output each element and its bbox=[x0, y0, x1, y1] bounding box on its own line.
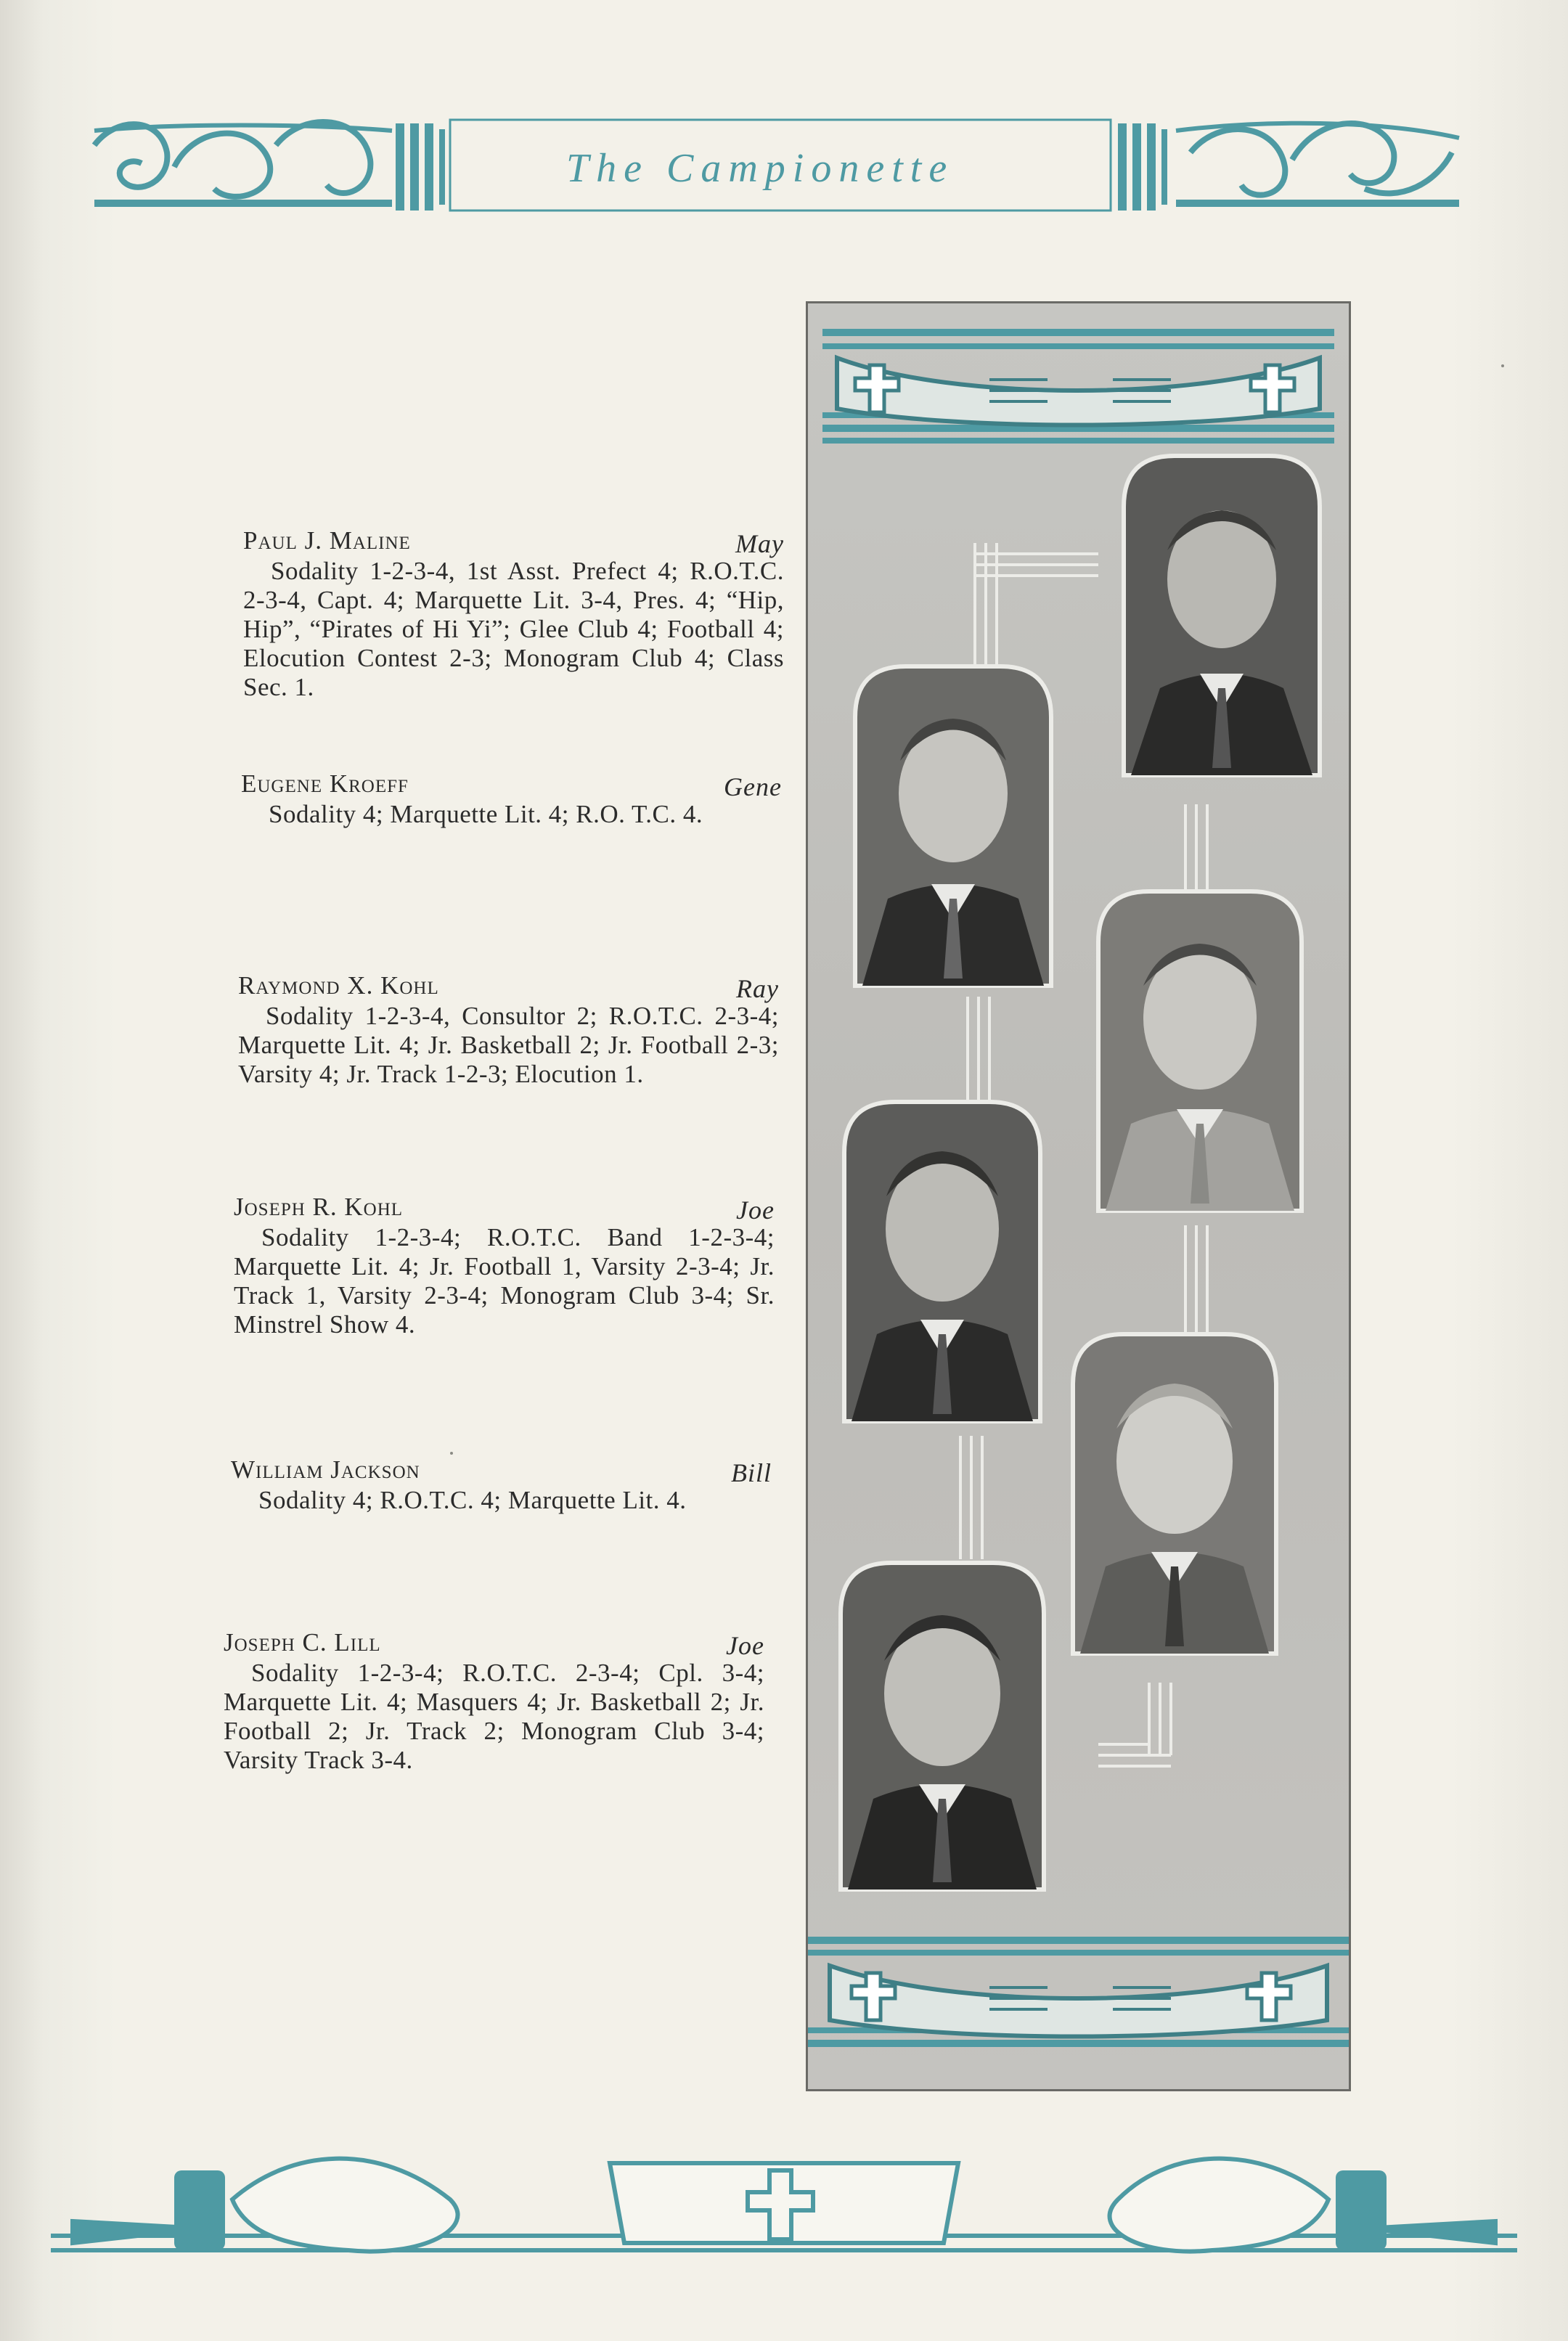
portrait-photo bbox=[1066, 1327, 1283, 1661]
paper-speck bbox=[1501, 364, 1504, 367]
portrait-panel bbox=[806, 301, 1351, 2091]
student-nickname: Joe bbox=[726, 1631, 764, 1660]
student-activities: Sodality 1-2-3-4; R.O.T.C. Band 1-2-3-4; Marquette Lit. 4; Jr. Football 1, Varsity 2-3-4; Jr. Track 1, Varsity 2-3-4; Monogram Club 3-4; Sr. Minstrel Show 4. bbox=[234, 1223, 775, 1339]
senior-entry bbox=[243, 526, 784, 702]
portrait-photo bbox=[1091, 884, 1309, 1218]
footer-ornament bbox=[44, 2120, 1524, 2272]
senior-entry bbox=[231, 1455, 772, 1515]
portrait-photo bbox=[1116, 449, 1327, 783]
senior-entry bbox=[238, 971, 779, 1089]
student-activities: Sodality 4; Marquette Lit. 4; R.O. T.C. 4. bbox=[269, 800, 703, 828]
portrait-photo bbox=[833, 1556, 1051, 1897]
student-activities: Sodality 4; R.O.T.C. 4; Marquette Lit. 4. bbox=[258, 1486, 687, 1514]
page-header bbox=[87, 102, 1466, 232]
paper-speck bbox=[450, 1452, 453, 1455]
senior-entry bbox=[241, 769, 782, 829]
student-activities: Sodality 1-2-3-4, Consultor 2; R.O.T.C. 2-3-4; Marquette Lit. 4; Jr. Basketball 2; Jr. Football 2-3; Varsity 4; Jr. Track 1-2-3; Elocution 1. bbox=[238, 1002, 779, 1088]
student-name: Paul J. Maline bbox=[243, 526, 411, 555]
student-name: Joseph C. Lill bbox=[224, 1628, 381, 1656]
header-title: The Campionette bbox=[566, 146, 955, 191]
student-name: Joseph R. Kohl bbox=[234, 1193, 404, 1221]
student-nickname: Bill bbox=[731, 1458, 772, 1487]
senior-entry bbox=[234, 1193, 775, 1339]
student-nickname: Ray bbox=[736, 974, 779, 1003]
student-activities: Sodality 1-2-3-4, 1st Asst. Prefect 4; R.O.T.C. 2-3-4, Capt. 4; Marquette Lit. 3-4, Pres. 4; “Hip, Hip”, “Pirates of Hi Yi”; Glee Club 4; Football 4; Elocution Contest 2-3; Monogram Club 4; Class Sec. 1. bbox=[243, 557, 784, 701]
student-name: William Jackson bbox=[231, 1455, 420, 1484]
student-name: Raymond X. Kohl bbox=[238, 971, 439, 1000]
top-banner bbox=[808, 314, 1349, 449]
senior-entry bbox=[224, 1628, 764, 1775]
student-nickname: Gene bbox=[724, 772, 782, 801]
student-nickname: Joe bbox=[736, 1196, 775, 1225]
student-name: Eugene Kroeff bbox=[241, 769, 409, 798]
portrait-photo bbox=[848, 659, 1058, 993]
bottom-banner bbox=[808, 1929, 1349, 2064]
student-nickname: May bbox=[735, 529, 784, 558]
portrait-photo bbox=[837, 1095, 1048, 1429]
student-activities: Sodality 1-2-3-4; R.O.T.C. 2-3-4; Cpl. 3-4; Marquette Lit. 4; Masquers 4; Jr. Basketball 2; Jr. Football 2; Jr. Track 2; Monogram Club 3-4; Varsity Track 3-4. bbox=[224, 1659, 764, 1774]
